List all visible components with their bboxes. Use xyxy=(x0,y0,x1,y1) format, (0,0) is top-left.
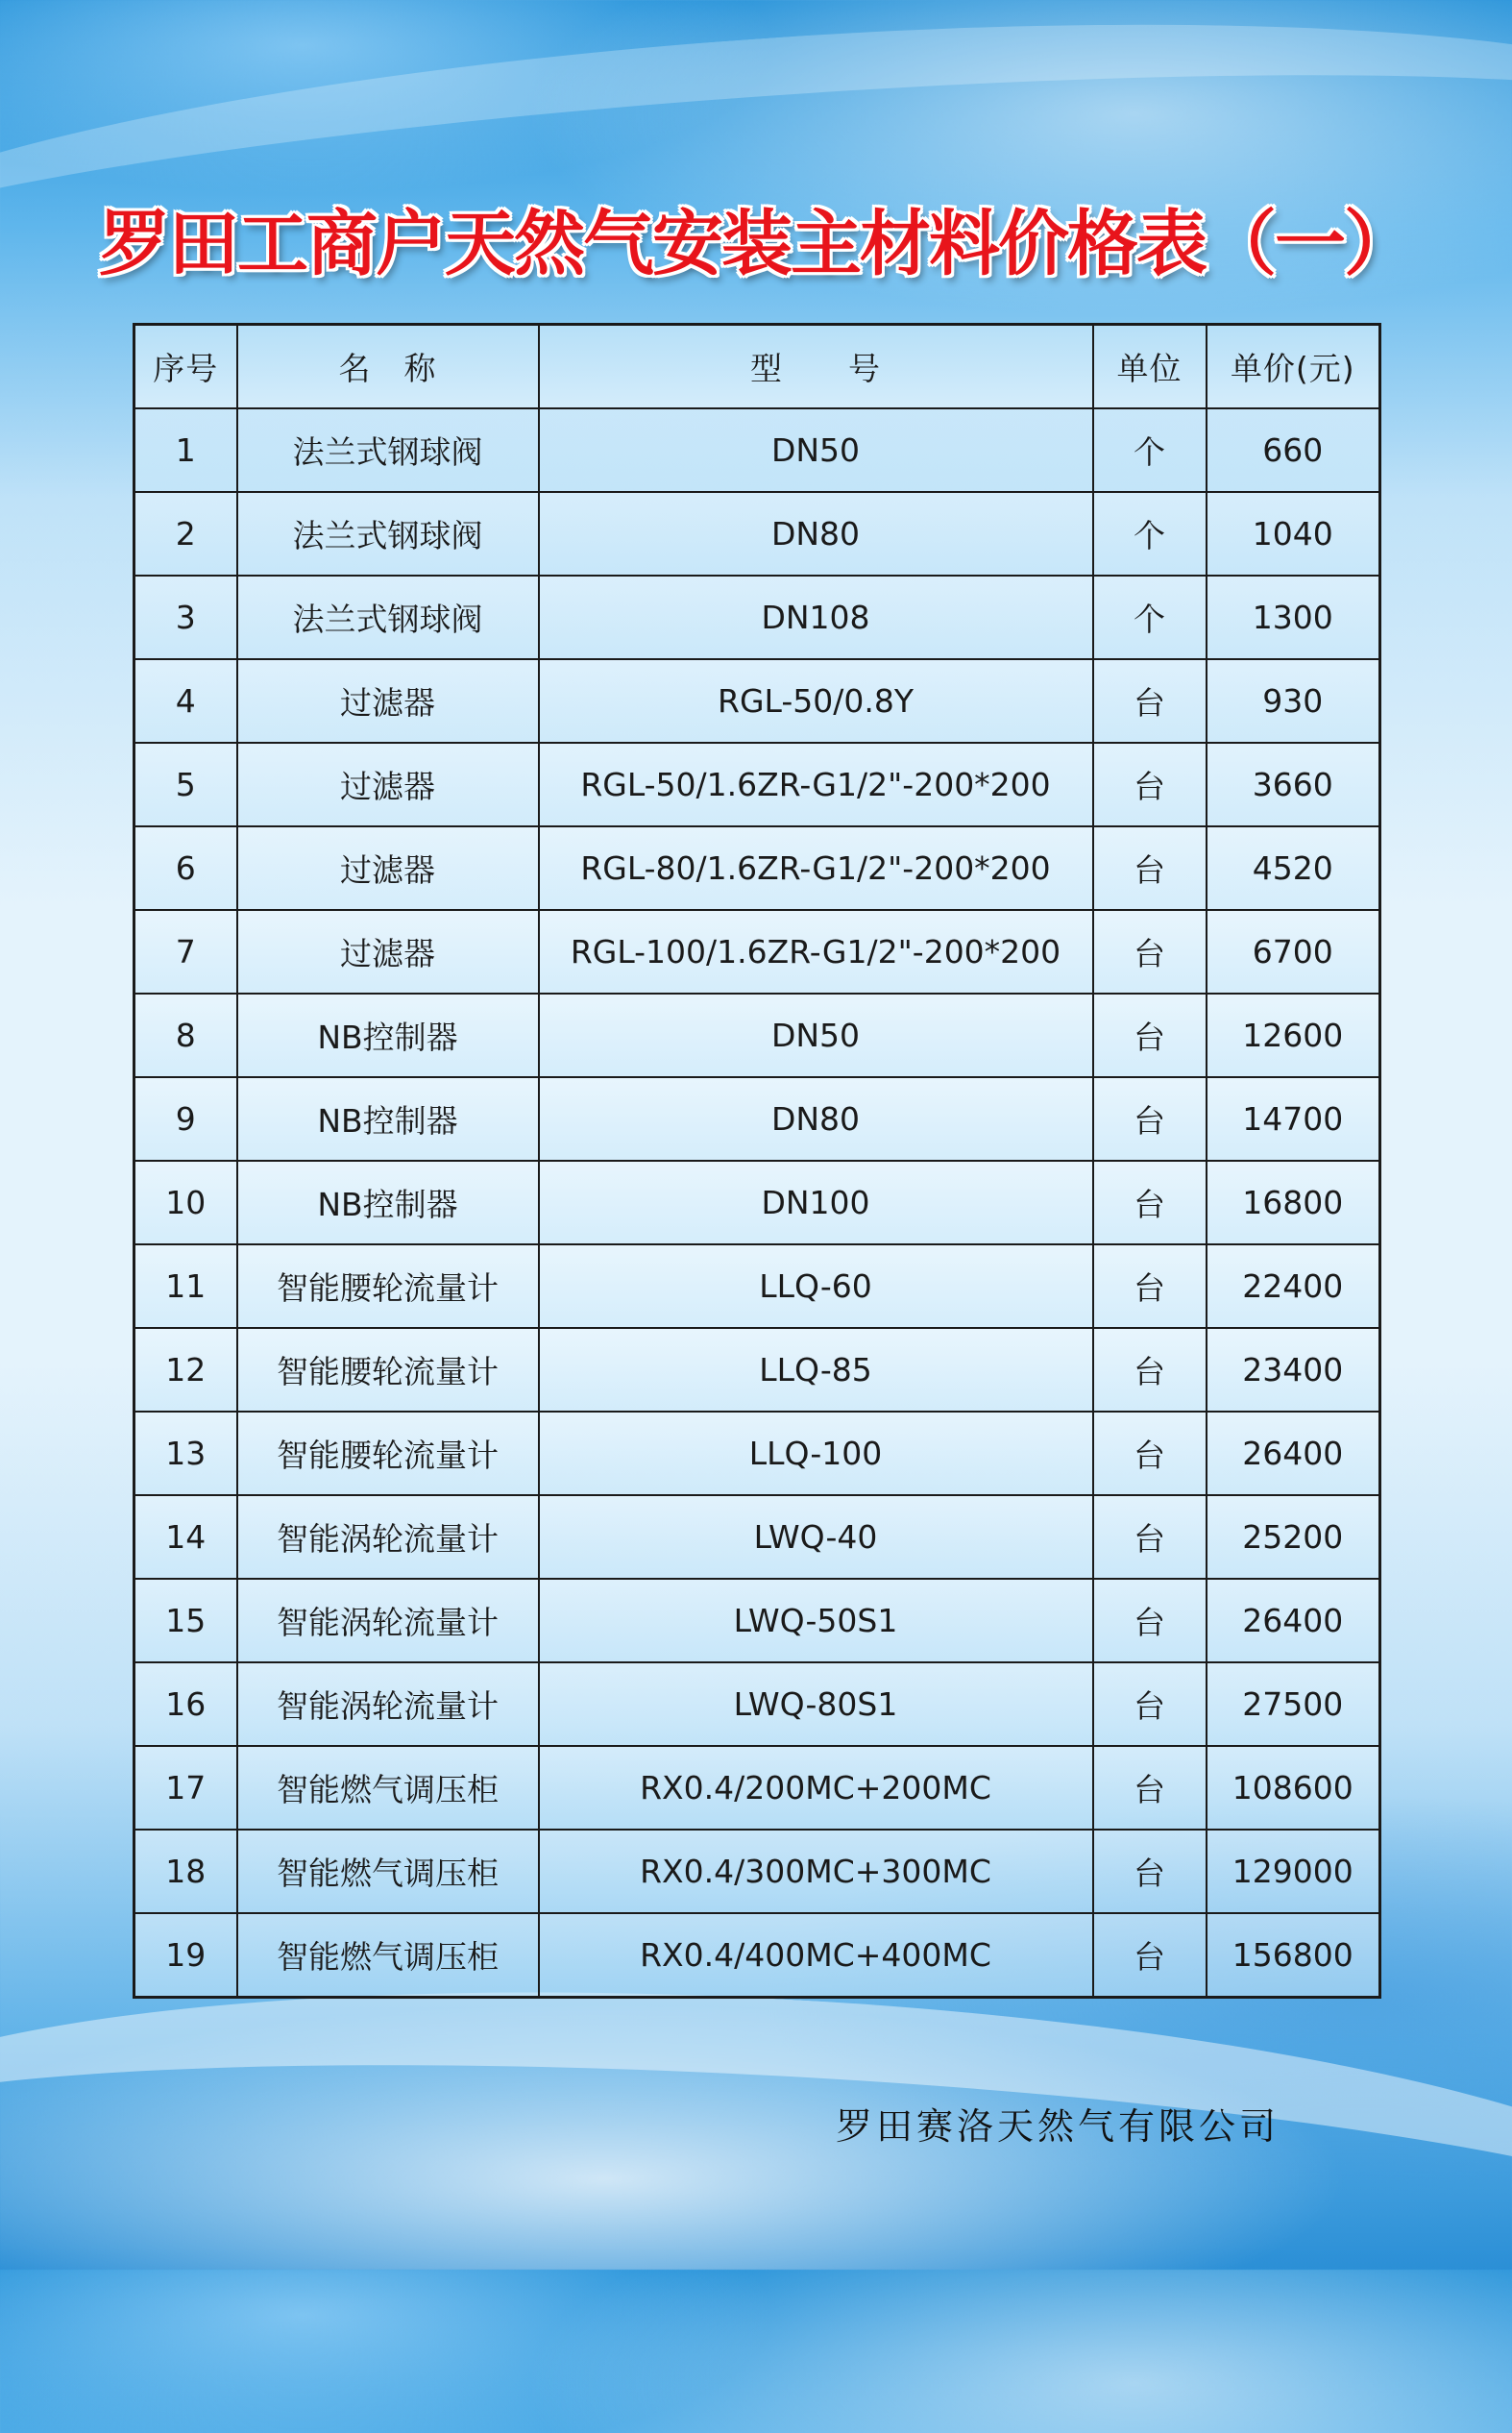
cell-seq: 15 xyxy=(134,1579,237,1662)
cell-seq: 10 xyxy=(134,1161,237,1244)
cell-model: DN100 xyxy=(539,1161,1093,1244)
cell-price: 4520 xyxy=(1207,826,1380,910)
cell-unit: 台 xyxy=(1093,1328,1207,1412)
cell-price: 930 xyxy=(1207,659,1380,743)
header-price: 单价(元) xyxy=(1207,325,1380,409)
cell-price: 660 xyxy=(1207,408,1380,492)
cell-seq: 18 xyxy=(134,1830,237,1913)
cell-name: 过滤器 xyxy=(237,910,539,994)
cell-seq: 9 xyxy=(134,1077,237,1161)
cell-name: NB控制器 xyxy=(237,1077,539,1161)
cell-model: LLQ-60 xyxy=(539,1244,1093,1328)
cell-unit: 个 xyxy=(1093,576,1207,659)
table-row xyxy=(134,408,1380,492)
cell-model: RGL-50/0.8Y xyxy=(539,659,1093,743)
table-row xyxy=(134,743,1380,826)
cell-unit: 台 xyxy=(1093,1244,1207,1328)
cell-seq: 14 xyxy=(134,1495,237,1579)
cell-unit: 台 xyxy=(1093,1746,1207,1830)
cell-unit: 台 xyxy=(1093,994,1207,1077)
cell-price: 1300 xyxy=(1207,576,1380,659)
cell-price: 16800 xyxy=(1207,1161,1380,1244)
cell-model: LLQ-100 xyxy=(539,1412,1093,1495)
cell-name: 智能涡轮流量计 xyxy=(237,1579,539,1662)
cell-seq: 7 xyxy=(134,910,237,994)
cell-model: RGL-80/1.6ZR-G1/2"-200*200 xyxy=(539,826,1093,910)
cell-seq: 11 xyxy=(134,1244,237,1328)
cell-seq: 5 xyxy=(134,743,237,826)
cell-model: RX0.4/300MC+300MC xyxy=(539,1830,1093,1913)
cell-unit: 台 xyxy=(1093,1830,1207,1913)
cell-name: 智能腰轮流量计 xyxy=(237,1328,539,1412)
table-row xyxy=(134,1746,1380,1830)
cell-seq: 4 xyxy=(134,659,237,743)
cell-name: 智能燃气调压柜 xyxy=(237,1830,539,1913)
cell-name: 智能腰轮流量计 xyxy=(237,1412,539,1495)
cell-unit: 台 xyxy=(1093,1077,1207,1161)
cell-name: 智能腰轮流量计 xyxy=(237,1244,539,1328)
cell-unit: 台 xyxy=(1093,1161,1207,1244)
cell-unit: 个 xyxy=(1093,408,1207,492)
cell-price: 25200 xyxy=(1207,1495,1380,1579)
cell-price: 108600 xyxy=(1207,1746,1380,1830)
cell-name: 法兰式钢球阀 xyxy=(237,492,539,576)
table-row xyxy=(134,1913,1380,1998)
cell-name: 法兰式钢球阀 xyxy=(237,576,539,659)
cell-name: NB控制器 xyxy=(237,994,539,1077)
cell-price: 26400 xyxy=(1207,1412,1380,1495)
cell-model: RGL-50/1.6ZR-G1/2"-200*200 xyxy=(539,743,1093,826)
cell-name: 智能燃气调压柜 xyxy=(237,1746,539,1830)
cell-price: 23400 xyxy=(1207,1328,1380,1412)
cell-price: 27500 xyxy=(1207,1662,1380,1746)
cell-name: NB控制器 xyxy=(237,1161,539,1244)
cell-price: 26400 xyxy=(1207,1579,1380,1662)
header-unit: 单位 xyxy=(1093,325,1207,409)
table-header-row xyxy=(134,325,1380,409)
cell-seq: 8 xyxy=(134,994,237,1077)
table-body xyxy=(134,408,1380,1998)
cell-price: 14700 xyxy=(1207,1077,1380,1161)
cell-price: 6700 xyxy=(1207,910,1380,994)
cell-model: LWQ-50S1 xyxy=(539,1579,1093,1662)
cell-model: RX0.4/200MC+200MC xyxy=(539,1746,1093,1830)
header-model: 型 号 xyxy=(539,325,1093,409)
table-row xyxy=(134,1077,1380,1161)
cell-unit: 台 xyxy=(1093,910,1207,994)
cell-name: 过滤器 xyxy=(237,659,539,743)
cell-model: DN108 xyxy=(539,576,1093,659)
cell-seq: 1 xyxy=(134,408,237,492)
cell-price: 12600 xyxy=(1207,994,1380,1077)
cell-price: 3660 xyxy=(1207,743,1380,826)
cell-seq: 16 xyxy=(134,1662,237,1746)
cell-seq: 3 xyxy=(134,576,237,659)
company-name: 罗田赛洛天然气有限公司 xyxy=(836,2105,1280,2148)
table-row xyxy=(134,1412,1380,1495)
table-row xyxy=(134,1161,1380,1244)
cell-unit: 台 xyxy=(1093,659,1207,743)
table-row xyxy=(134,1579,1380,1662)
cell-model: LWQ-40 xyxy=(539,1495,1093,1579)
table-row xyxy=(134,1244,1380,1328)
cell-unit: 台 xyxy=(1093,826,1207,910)
header-name: 名 称 xyxy=(237,325,539,409)
cell-name: 智能涡轮流量计 xyxy=(237,1662,539,1746)
cell-model: RGL-100/1.6ZR-G1/2"-200*200 xyxy=(539,910,1093,994)
cell-unit: 台 xyxy=(1093,1579,1207,1662)
cell-seq: 2 xyxy=(134,492,237,576)
cell-name: 过滤器 xyxy=(237,743,539,826)
cell-model: RX0.4/400MC+400MC xyxy=(539,1913,1093,1998)
cell-model: DN80 xyxy=(539,1077,1093,1161)
table-row xyxy=(134,659,1380,743)
cell-unit: 台 xyxy=(1093,1495,1207,1579)
table-row xyxy=(134,492,1380,576)
cell-name: 过滤器 xyxy=(237,826,539,910)
cell-price: 22400 xyxy=(1207,1244,1380,1328)
cell-model: LLQ-85 xyxy=(539,1328,1093,1412)
table-row xyxy=(134,576,1380,659)
cell-unit: 台 xyxy=(1093,1662,1207,1746)
cell-seq: 6 xyxy=(134,826,237,910)
background-wave-bottom xyxy=(0,1949,1512,2433)
cell-name: 智能涡轮流量计 xyxy=(237,1495,539,1579)
table-row xyxy=(134,1662,1380,1746)
price-table xyxy=(133,323,1381,1999)
cell-unit: 台 xyxy=(1093,743,1207,826)
cell-seq: 19 xyxy=(134,1913,237,1998)
header-seq: 序号 xyxy=(134,325,237,409)
table-row xyxy=(134,994,1380,1077)
cell-price: 156800 xyxy=(1207,1913,1380,1998)
table-row xyxy=(134,1328,1380,1412)
table-row xyxy=(134,910,1380,994)
table-row xyxy=(134,826,1380,910)
cell-seq: 13 xyxy=(134,1412,237,1495)
cell-seq: 17 xyxy=(134,1746,237,1830)
cell-model: DN50 xyxy=(539,408,1093,492)
cell-unit: 台 xyxy=(1093,1913,1207,1998)
table-row xyxy=(134,1495,1380,1579)
cell-unit: 台 xyxy=(1093,1412,1207,1495)
cell-unit: 个 xyxy=(1093,492,1207,576)
cell-price: 129000 xyxy=(1207,1830,1380,1913)
table-row xyxy=(134,1830,1380,1913)
cell-price: 1040 xyxy=(1207,492,1380,576)
page-title: 罗田工商户天然气安装主材料价格表（一） xyxy=(99,203,1413,285)
cell-seq: 12 xyxy=(134,1328,237,1412)
cell-model: DN80 xyxy=(539,492,1093,576)
cell-model: DN50 xyxy=(539,994,1093,1077)
cell-name: 智能燃气调压柜 xyxy=(237,1913,539,1998)
cell-name: 法兰式钢球阀 xyxy=(237,408,539,492)
cell-model: LWQ-80S1 xyxy=(539,1662,1093,1746)
